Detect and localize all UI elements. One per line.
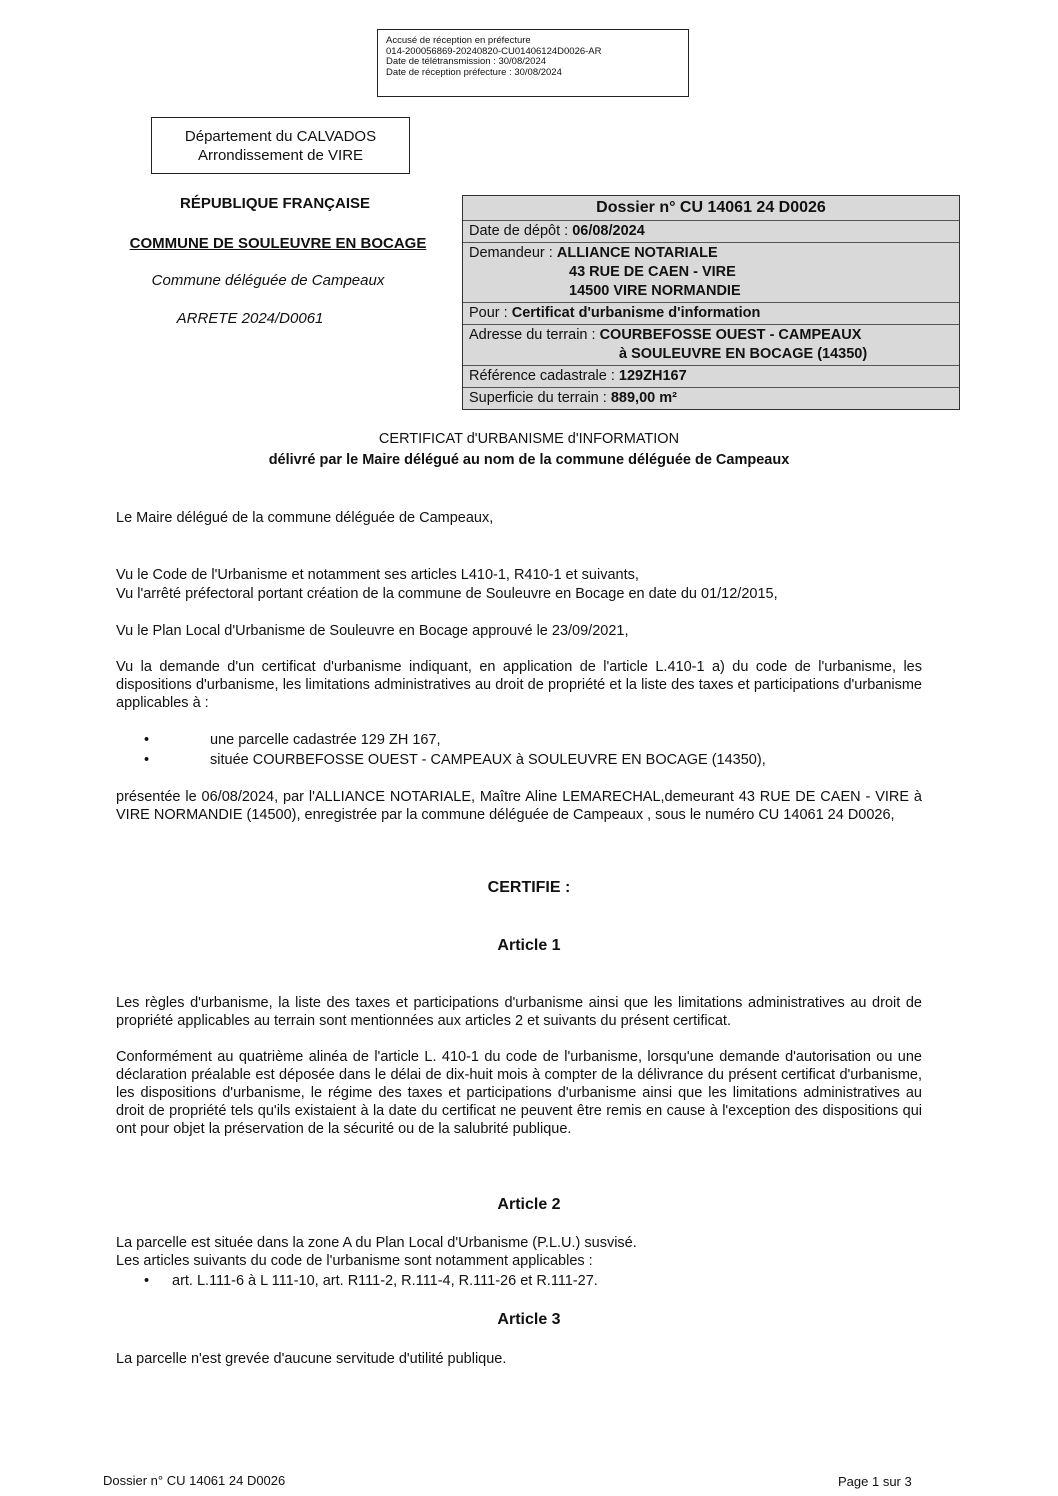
stamp-line: Date de télétransmission : 30/08/2024 [386,56,547,67]
dossier-adresse-row [463,324,959,365]
maire-line: Le Maire délégué de la commune déléguée de Campeaux, [116,510,494,526]
dossier-ref-row [463,365,959,387]
article-1-paragraph-1: Les règles d'urbanisme, la liste des taxes et participations d'urbanisme ainsi que les limitations administratives au droit de propriété applicables au terrain sont mentionnées aux articles 2 et suivants du présent certificat. [116,995,922,1029]
superficie-value: 889,00 m² [610,390,677,406]
ref-label: Référence cadastrale : [469,368,619,384]
republique-title: RÉPUBLIQUE FRANÇAISE [179,195,370,212]
bullet-parcelle: une parcelle cadastrée 129 ZH 167, [210,732,441,748]
date-value: 06/08/2024 [572,223,645,239]
pour-label: Pour : [469,305,512,321]
dossier-superficie-row [463,387,959,409]
vu-plu: Vu le Plan Local d'Urbanisme de Souleuvre en Bocage approuvé le 23/09/2021, [116,623,629,639]
vu-code: Vu le Code de l'Urbanisme et notamment ses articles L410-1, R410-1 et suivants, [116,567,639,583]
certifie-heading: CERTIFIE : [487,879,571,896]
footer-page: Page 1 sur 3 [838,1474,912,1489]
bullet-situee: située COURBEFOSSE OUEST - CAMPEAUX à SOULEUVRE EN BOCAGE (14350), [210,752,766,768]
dossier-date-row [463,220,959,242]
stamp-line: Date de réception préfecture : 30/08/2024 [386,66,562,78]
department-box [151,117,410,174]
footer-dossier: Dossier n° CU 14061 24 D0026 [103,1473,286,1488]
dossier-title: Dossier n° CU 14061 24 D0026 [596,199,826,216]
bullet-dot: • [144,752,150,768]
arrete-number: ARRETE 2024/D0061 [176,310,324,327]
dossier-pour-row [463,302,959,324]
certificate-subtitle: délivré par le Maire délégué au nom de la commune déléguée de Campeaux [268,452,790,468]
article-1-heading: Article 1 [497,937,561,954]
reception-stamp [377,29,689,97]
ref-value: 129ZH167 [618,368,687,384]
arrondissement-line: Arrondissement de VIRE [197,147,364,164]
bullet-dot: • [144,1273,150,1289]
stamp-line: Accusé de réception en préfecture [386,35,531,46]
adresse-commune: à SOULEUVRE EN BOCAGE (14350) [619,346,868,362]
commune-deleguee: Commune déléguée de Campeaux [151,272,385,289]
article-2-bullet: art. L.111-6 à L 111-10, art. R111-2, R.111-4, R.111-26 et R.111-27. [172,1273,598,1289]
pour-value: Certificat d'urbanisme d'information [511,305,761,321]
demandeur-city: 14500 VIRE NORMANDIE [569,283,741,299]
article-3-heading: Article 3 [497,1311,561,1328]
demandeur-name: ALLIANCE NOTARIALE [556,245,718,261]
demandeur-address: 43 RUE DE CAEN - VIRE [569,264,736,280]
adresse-label: Adresse du terrain : [469,327,600,343]
vu-arrete: Vu l'arrêté préfectoral portant création de la commune de Souleuvre en Bocage en date du 01/12/2015, [116,586,778,602]
demandeur-label: Demandeur : [469,245,557,261]
commune-title: COMMUNE DE SOULEUVRE EN BOCAGE [129,235,427,252]
vu-demande: Vu la demande d'un certificat d'urbanisme indiquant, en application de l'article L.410-1 a) du code de l'urbanisme, les dispositions d'urbanisme, les limitations administratives au droit de propriété et la liste des taxes et participations d'urbanisme applicables à : [116,659,922,711]
article-3-line: La parcelle n'est grevée d'aucune servitude d'utilité publique. [116,1351,507,1367]
dossier-box [462,195,960,410]
dossier-demandeur-row [463,242,959,302]
superficie-label: Superficie du terrain : [469,390,611,406]
article-2-heading: Article 2 [497,1196,561,1213]
adresse-value: COURBEFOSSE OUEST - CAMPEAUX [599,327,862,343]
certificate-title: CERTIFICAT d'URBANISME d'INFORMATION [378,431,680,447]
stamp-line: 014-200056869-20240820-CU01406124D0026-AR [386,45,602,57]
bullet-dot: • [144,732,150,748]
article-1-paragraph-2: Conformément au quatrième alinéa de l'article L. 410-1 du code de l'urbanisme, lorsqu'une demande d'autorisation ou une déclaration préalable est déposée dans le délai de dix-huit mois à compter de la délivrance du présent certificat d'urbanisme, les dispositions d'urbanisme, le régime des taxes et participations d'urbanisme ainsi que les limitations administratives au droit de propriété tels qu'ils existaient à la date du certificat ne peuvent être remis en cause à l'exception des dispositions qui ont pour objet la préservation de la sécurité ou de la salubrité publique. [116,1049,922,1137]
presentee-paragraph: présentée le 06/08/2024, par l'ALLIANCE NOTARIALE, Maître Aline LEMARECHAL,demeurant 43 RUE DE CAEN - VIRE à VIRE NORMANDIE (14500), enregistrée par la commune déléguée de Campeaux , sous le numéro CU 14061 24 D0026, [116,789,922,823]
department-line: Département du CALVADOS [184,128,377,145]
date-label: Date de dépôt : [469,223,573,239]
article-2-line-2: Les articles suivants du code de l'urbanisme sont notamment applicables : [116,1253,593,1269]
article-2-line-1: La parcelle est située dans la zone A du Plan Local d'Urbanisme (P.L.U.) susvisé. [116,1235,637,1251]
